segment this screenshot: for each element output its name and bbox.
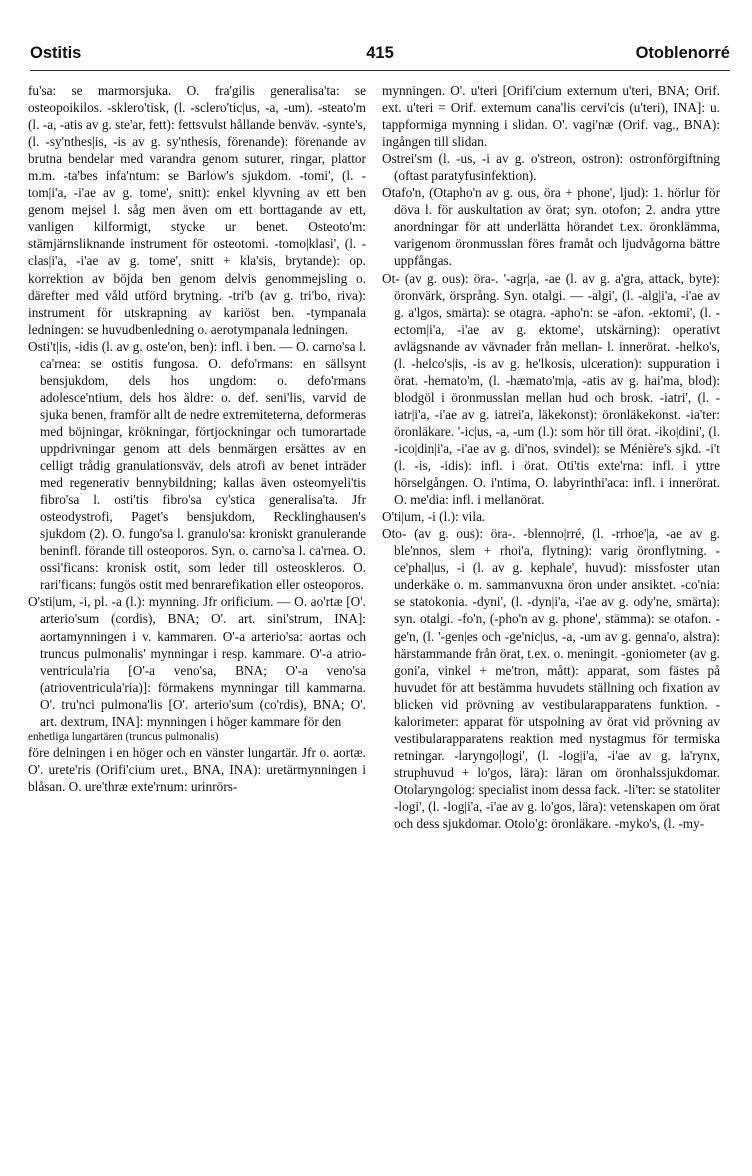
entry-ot: Ot- (av g. ous): öra-. '-agr|a, -ae (l. av g. a'gra, attack, byte): öronvärk, örsprång. Syn. otalgi. — -algi', (l. -alg|i'a, -i'ae av g. a'lgos, smärta): se otagra. -apho'n: se -afon. -ektomi', (l. -ectom|i'a, -i'ae av g. ektome', utskärning): operativt avlägsnande av vävnader från mellan- l. innerörat. -helko's, (l. -helco's|is, -is av g. he'lkosis, ulceration): suppuration i örat. -hemato'm, (l. -hæmato'm|a, -atis av g. hai'ma, blod): blodgöl i öronmusslan mellan hud och brosk. -iatri', (l. -iatr|i'a, -i'ae av g. iatrei'a, läkekonst): öronläkekonst. -ia'ter: öronläkare. '-ic|us, -a, -um (l.): som hör till örat. -iko|dini', (l. -ico|din|i'a, -i'ae av g. di'nos, svindel): se Ménière's sjkd. -i't (l. -is, -idis): infl. i örat. Oti'tis exte'rna: infl. i yttre hörselgången. O. i'ntima, O. labyrinthi'aca: infl. i innerörat. O. me'dia: infl. i mellanörat. <box>382 270 720 508</box>
entry-ostreism: Ostrei'sm (l. -us, -i av g. o'streon, ostron): ostronförgiftning (oftast paratyfusinfektion). <box>382 151 720 184</box>
entry-osteo-continued: fu'sa: se marmorsjuka. O. fra'gilis generalisa'ta: se osteopoikilos. -sklero'tisk, (l. -sclero'tic|us, -a, -um). -steato'm (l. -a, -atis av g. ste'ar, fett): fettsvulst hållande benväv. -synte's, (l. -sy'nthes|is, -is av g. sy'nthesis, förenande): förenande av brutna bendelar med varandra genom suturer, ringar, plattor m.m. -ta'bes infa'ntum: se Barlow's sjukdom. -tomi', (l. -tom|i'a, -i'ae av g. tome', snitt): enkel klyvning av ett ben genom mejsel l. såg men även om ett borttagande av ett, vanligen kilformigt, stycke ur benet. Osteoto'm: stämjärnsliknande instrument för osteotomi. -tomo|klasi', (l. -clas|i'a, -i'ae av g. tome', snitt + kla'sis, brytande): op. korrektion av böjda ben genom delvis genommejsling o. därefter med våld utförd brytning. -tri'b (av g. tri'bo, riva): instrument för utskrapning av kariöst ben. -tympanala ledningen: se huvudbenledning o. aerotympanala ledningen. <box>28 83 366 337</box>
header-left-guideword: Ostitis <box>30 44 82 62</box>
right-column <box>382 82 720 832</box>
page-number: 415 <box>366 44 394 62</box>
entry-ostium-small-line: enhetliga lungartären (truncus pulmonalis) <box>28 730 219 743</box>
entry-otafon: Otafo'n, (Otapho'n av g. ous, öra + phone', ljud): 1. hörlur för döva l. för auskultation av örat; syn. otofon; 2. andra yttre anordningar för att underlätta hörandet t.ex. öronklämma, varigenom öronmusslan föres framåt och ljudvågorna bättre uppfångas. <box>382 185 720 269</box>
left-column <box>28 82 366 795</box>
entry-otium: O'ti|um, -i (l.): vila. <box>382 509 486 525</box>
entry-ostitis: Osti't|is, -idis (l. av g. oste'on, ben): infl. i ben. — O. carno'sa l. ca'rnea: se ostitis fungosa. O. defo'rmans: en sällsynt bensjukdom, dels hos ungdom: o. defo'rmans adolesce'ntium, dels hos äldre: o. def. seni'lis, varvid de sjuka benen, framför allt de nedre extremiteterna, deformeras med böjningar, krökningar, förtjockningar och tumorartade uppdrivningar genom att dels benmärgen ersättes av en celligt trådig granulationsväv, dels atrofi av benet inträder med regenerativ bennybildning; kallas även osteomyeli'tis fibro'sa l. osti'tis fibro'sa cy'stica generalisa'ta. Jfr osteodystrofi, Paget's bensjukdom, Recklinghausen's sjukdom (2). O. fungo'sa l. granulo'sa: kroniskt granulerande beninfl. förande till osteoporos. Syn. o. carno'sa l. ca'rnea. O. ossi'ficans: kronisk ostit, som leder till osteoskleros. O. rari'ficans: fungös ostit med benrarefikation eller osteoporos. <box>28 338 366 593</box>
entry-oto: Oto- (av g. ous): öra-. -blenno|rré, (l. -rrhoe'|a, -ae av g. ble'nnos, slem + rhoi'a, flytning): varig öronflytning. -ce'phal|us, -i (l. av g. kephale', huvud): missfoster utan underkäke o. m. sammanvuxna öron under ansiktet. -co'nia: se statokonia. -dyni', (l. -dyn|i'a, -i'ae av g. ody'ne, smärta): syn. otalgi. -fo'n, (-pho'n av g. phone', stämma): se otafon. -ge'n, (l. '-gen|es och -ge'nic|us, -a, -um av g. genna'o, alstra): härstammande från örat, t.ex. o. meningit. -goniometer (av g. goni'a, vinkel + me'tron, mått): apparat, som fästes på huvudet för att bestämma huvudets ställning och fixation av blicken vid prövning av vestibularapparatens funktion. -kalorimeter: apparat för utspolning av örat vid prövning av vestibularapparatens reaktion med nystagmus för termiska retningar. -laryngo|logi', (l. -log|i'a, -i'ae av g. la'rynx, struphuvud + lo'gos, lära): läran om öronhalssjukdomar. Otolaryngolog: specialist inom dessa fack. -li'ter: se statoliter -logi', (l. -log|i'a, -i'ae av g. lo'gos, lära): vetenskapen om örat och dess sjukdomar. Otolo'g: öronläkare. -myko's, (l. -my- <box>382 526 720 832</box>
page-header <box>30 44 730 68</box>
entry-ostium: O'sti|um, -i, pl. -a (l.): mynning. Jfr orificium. — O. ao'rtæ [O'. arterio'sum (cordis), BNA; O'. art. sini'strum, INA]: aortamynningen i v. kammaren. O'-a arterio'sa: aortas och truncus pulmonalis' mynningar i resp. kammare. O'-a atrio-ventricula'ria [O'-a veno'sa, BNA; O'-a veno'sa (atrioventricula'ria)]: förmakens mynningar till kammarna. O'. tru'nci pulmona'lis [O'. arterio'sum (co'rdis), BNA; O'. art. dextrum, INA]: mynningen i höger kammare för den <box>28 594 366 729</box>
header-right-guideword: Otoblenorré <box>635 44 730 62</box>
header-rule <box>30 70 730 71</box>
entry-ostium-continued: mynningen. O'. u'teri [Orifi'cium externum u'teri, BNA; Orif. ext. u'teri = Orif. externum cana'lis cervi'cis (u'teri), INA]: u. tappformiga mynning i slidan. O'. vagi'næ (Orif. vag., BNA): ingången till slidan. <box>382 83 720 150</box>
entry-ostium-end: före delningen i en höger och en vänster lungartär. Jfr o. aortæ. O'. urete'ris (Orifi'cium uret., BNA, INA): uretärmynningen i blåsan. O. ure'thræ exte'rnum: urinrörs- <box>28 744 366 794</box>
